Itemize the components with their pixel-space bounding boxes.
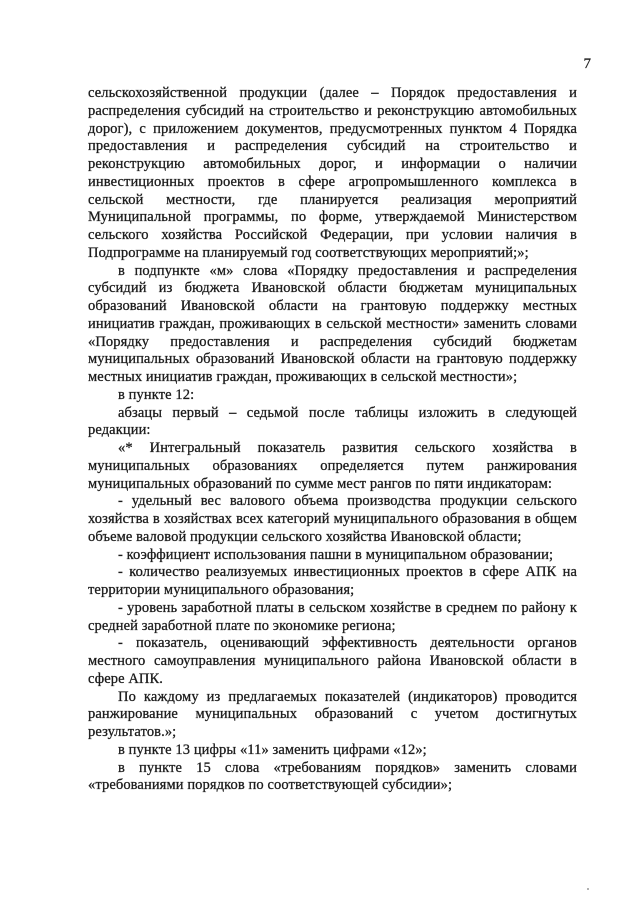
page-number: 7 (583, 56, 591, 72)
paragraph: в пункте 15 слова «требованиям порядков» заменить словами «требованиями порядков по соответствующей субсидии»; (88, 759, 577, 794)
paragraph: - удельный вес валового объема производства продукции сельского хозяйства в хозяйствах всех категорий муниципального образования в общем объеме валовой продукции сельского хозяйства Ивановской области; (88, 493, 577, 545)
paragraph: - количество реализуемых инвестиционных проектов в сфере АПК на территории муниципального образования; (88, 564, 577, 598)
paragraph: в пункте 13 цифры «11» заменить цифрами «12»; (118, 741, 427, 758)
paragraph: По каждому из предлагаемых показателей (индикаторов) проводится ранжирование муниципальных образований с учетом достигнутых результатов.»; (88, 688, 577, 740)
paragraph: в подпункте «м» слова «Порядку предоставления и распределения субсидий из бюджета Ивановской области бюджетам муниципальных образований Ивановской области на грантовую поддержку местных инициатив граждан, проживающих в сельской местности» заменить словами «Порядку предоставления и распределения субсидий бюджетам муниципальных образований Ивановской области на грантовую поддержку местных инициатив граждан, проживающих в сельской местности»; (88, 262, 577, 385)
document-body (88, 85, 577, 795)
paragraph: - коэффициент использования пашни в муниципальном образовании; (118, 546, 554, 563)
paragraph: сельскохозяйственной продукции (далее – Порядок предоставления и распределения субсидий на строительство и реконструкцию автомобильных дорог), с приложением документов, предусмотренных пунктом 4 Порядка предоставления и распределения субсидий на строительство и реконструкцию автомобильных дорог, и информации о наличии инвестиционных проектов в сфере агропромышленного комплекса в сельской местности, где планируется реализация мероприятий Муниципальной программы, по форме, утверждаемой Министерством сельского хозяйства Российской Федерации, при условии наличия в Подпрограмме на планируемый год соответствующих мероприятий;»; (88, 85, 577, 261)
paragraph: - показатель, оценивающий эффективность деятельности органов местного самоуправления муниципального района Ивановской области в сфере АПК. (88, 635, 577, 687)
paragraph: - уровень заработной платы в сельском хозяйстве в среднем по району к средней заработной плате по экономике региона; (88, 599, 577, 634)
paragraph: абзацы первый – седьмой после таблицы изложить в следующей редакции: (88, 404, 577, 439)
scan-speck (587, 888, 589, 890)
paragraph: «* Интегральный показатель развития сельского хозяйства в муниципальных образованиях определяется путем ранжирования муниципальных образований по сумме мест рангов по пяти индикаторам: (88, 440, 577, 492)
paragraph: в пункте 12: (118, 386, 195, 403)
